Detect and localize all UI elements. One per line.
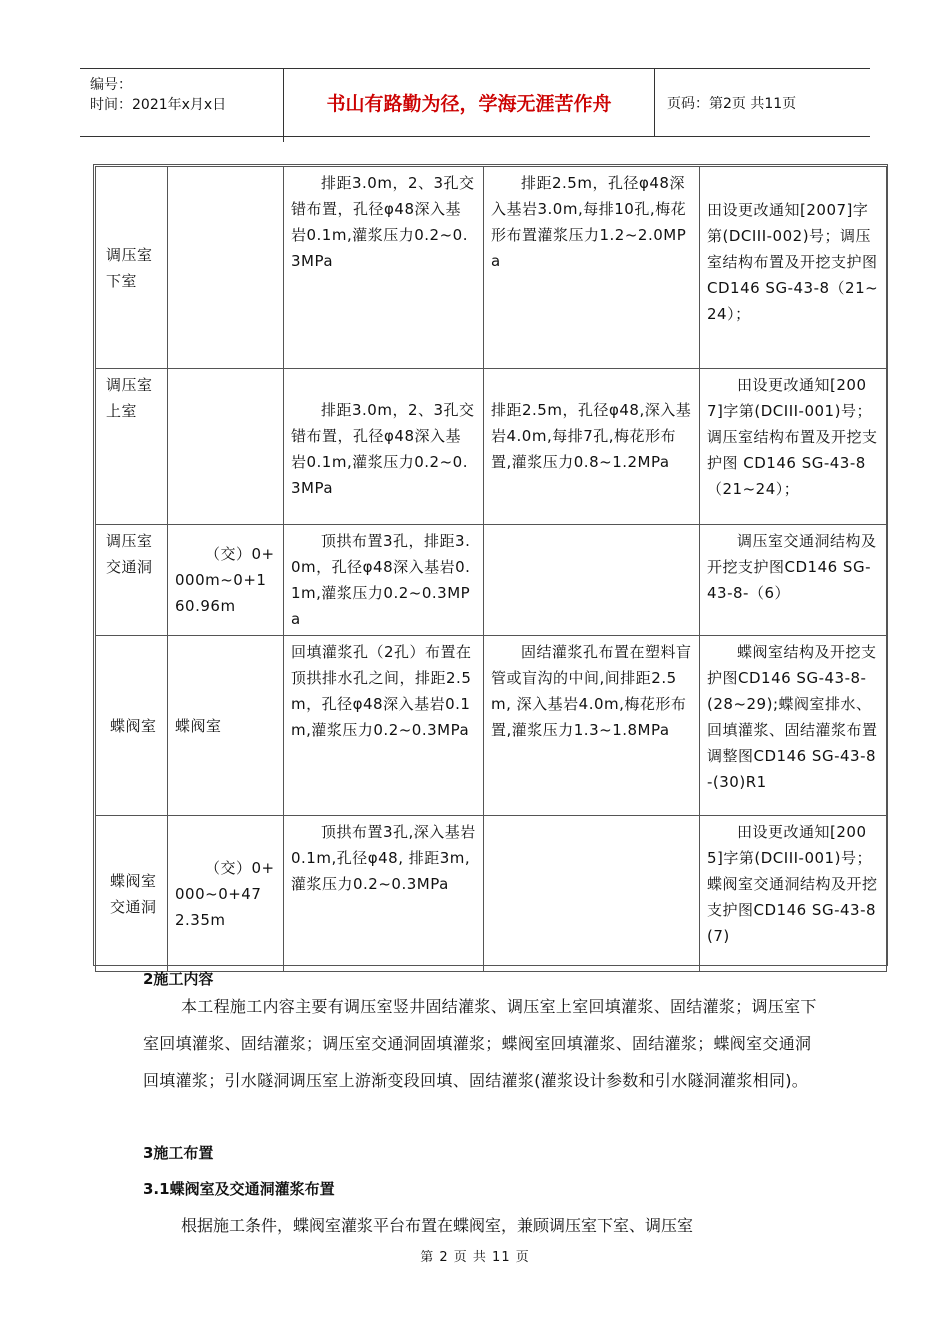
document-number: 编号： bbox=[90, 77, 132, 93]
section-title-construction-content: 2施工内容 bbox=[143, 970, 214, 988]
row-basis: 田设更改通知[2005]字第(DCIII-001)号；蝶阀室交通洞结构及开挖支护图CD146 SG-43-8(7) bbox=[700, 816, 887, 972]
row-basis: 田设更改通知[2007]字第(DCIII-002)号；调压室结构布置及开挖支护图 CD146 SG-43-8（21~24）； bbox=[700, 167, 887, 369]
row-name: 调压室上室 bbox=[96, 369, 168, 525]
row-basis: 田设更改通知[2007]字第(DCIII-001)号；调压室结构布置及开挖支护图 CD146 SG-43-8（21~24）； bbox=[700, 369, 887, 525]
header-page-number: 页码：第2页 共11页 bbox=[667, 95, 797, 112]
row-backfill: 顶拱布置3孔，排距3.0m，孔径φ48深入基岩0.1m,灌浆压力0.2~0.3MPa bbox=[284, 525, 484, 636]
row-location bbox=[168, 167, 284, 369]
row-consolidation bbox=[484, 816, 700, 972]
row-name: 调压室交通洞 bbox=[96, 525, 168, 636]
row-name: 蝶阀室 bbox=[96, 636, 168, 816]
row-backfill: 回填灌浆孔（2孔）布置在顶拱排水孔之间，排距2.5m，孔径φ48深入基岩0.1m,灌浆压力0.2~0.3MPa bbox=[284, 636, 484, 816]
grouting-table bbox=[95, 166, 887, 972]
page-footer: 第 2 页 共 11 页 bbox=[420, 1250, 530, 1265]
row-location bbox=[168, 369, 284, 525]
row-backfill: 顶拱布置3孔,深入基岩0.1m,孔径φ48, 排距3m,灌浆压力0.2~0.3MPa bbox=[284, 816, 484, 972]
row-backfill: 排距3.0m，2、3孔交错布置，孔径φ48深入基岩0.1m,灌浆压力0.2~0.3MPa bbox=[284, 369, 484, 525]
header-meta bbox=[80, 69, 284, 142]
row-consolidation: 排距2.5m，孔径φ48,深入基岩4.0m,每排7孔,梅花形布置,灌浆压力0.8~1.2MPa bbox=[484, 369, 700, 525]
section-text-butterfly-valve-layout: 根据施工条件，蝶阀室灌浆平台布置在蝶阀室，兼顾调压室下室、调压室 bbox=[181, 1216, 694, 1235]
header-motto: 书山有路勤为径，学海无涯苦作舟 bbox=[284, 69, 655, 136]
row-consolidation bbox=[484, 525, 700, 636]
section-title-butterfly-valve-layout: 3.1蝶阀室及交通洞灌浆布置 bbox=[143, 1180, 335, 1198]
document-time: 时间：2021年x月x日 bbox=[90, 97, 227, 113]
table-row bbox=[96, 167, 887, 369]
section-text-construction-content: 本工程施工内容主要有调压室竖井固结灌浆、调压室上室回填灌浆、固结灌浆；调压室下室回填灌浆、固结灌浆；调压室交通洞固填灌浆；蝶阀室回填灌浆、固结灌浆；蝶阀室交通洞回填灌浆；引水隧洞调压室上游渐变段回填、固结灌浆(灌浆设计参数和引水隧洞灌浆相同)。 bbox=[143, 997, 817, 1090]
row-backfill: 排距3.0m，2、3孔交错布置，孔径φ48深入基岩0.1m,灌浆压力0.2~0.3MPa bbox=[284, 167, 484, 369]
row-location: （交）0+000m~0+160.96m bbox=[168, 525, 284, 636]
table-row bbox=[96, 525, 887, 636]
row-name: 蝶阀室交通洞 bbox=[96, 816, 168, 972]
table-row bbox=[96, 369, 887, 525]
row-basis: 调压室交通洞结构及开挖支护图CD146 SG-43-8-（6） bbox=[700, 525, 887, 636]
row-name: 调压室下室 bbox=[96, 167, 168, 369]
row-consolidation: 固结灌浆孔布置在塑料盲管或盲沟的中间,间排距2.5m, 深入基岩4.0m,梅花形布置,灌浆压力1.3~1.8MPa bbox=[484, 636, 700, 816]
row-basis: 蝶阀室结构及开挖支护图CD146 SG-43-8-(28~29);蝶阀室排水、回填灌浆、固结灌浆布置调整图CD146 SG-43-8-(30)R1 bbox=[700, 636, 887, 816]
row-location: 蝶阀室 bbox=[168, 636, 284, 816]
table-row bbox=[96, 636, 887, 816]
row-consolidation: 排距2.5m，孔径φ48深入基岩3.0m,每排10孔,梅花形布置灌浆压力1.2~2.0MPa bbox=[484, 167, 700, 369]
row-location: （交）0+000~0+472.35m bbox=[168, 816, 284, 972]
table-row bbox=[96, 816, 887, 972]
page-header bbox=[80, 68, 870, 137]
section-title-construction-layout: 3施工布置 bbox=[143, 1144, 214, 1162]
